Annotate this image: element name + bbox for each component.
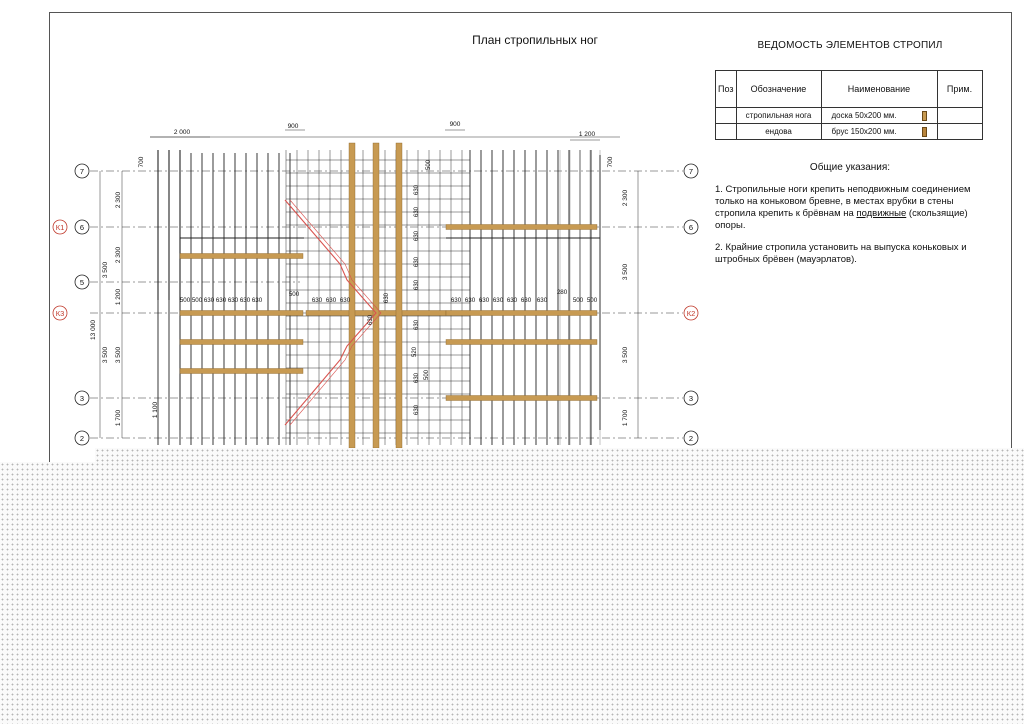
row-name-text: доска 50х200 мм.: [831, 111, 897, 120]
dimension-label: 630: [520, 297, 532, 304]
general-note-2: 2. Крайние стропила установить на выпуска коньковых и штробных брёвен (мауэрлатов).: [715, 242, 967, 265]
axis-bubble-left-7-label: 7: [79, 167, 85, 176]
dimension-label: 13 000: [90, 320, 97, 340]
axis-bubble-left-6-label: 6: [79, 223, 85, 232]
dimension-label: 1 200: [115, 288, 122, 306]
header-note: Прим.: [937, 71, 982, 108]
header-name: Наименование: [821, 71, 937, 108]
row-designation: стропильная нога: [736, 108, 821, 124]
dimension-label: 3 500: [102, 261, 109, 279]
dimension-label: 630: [251, 297, 263, 304]
dimension-label: 630: [414, 372, 420, 384]
note-1-text-b: (скользящие) опоры.: [715, 208, 968, 231]
row-designation: ендова: [736, 124, 821, 140]
dimension-label: 2 000: [173, 129, 191, 136]
dimension-label: 2 300: [622, 189, 629, 207]
dimension-label: 630: [215, 297, 227, 304]
row-name-text: брус 150х200 мм.: [831, 127, 897, 136]
note-1-text-a: 1. Стропильные ноги крепить неподвижным соединением только на коньковом бревне, в местах врубки в стены стропила крепить к брёвнам на: [715, 184, 971, 219]
dimension-label: 3 500: [102, 346, 109, 364]
dimension-label: 500: [572, 297, 584, 304]
dimension-label: 630: [414, 279, 420, 291]
axis-bubble-right-6-label: 6: [688, 223, 694, 232]
dimension-label: 630: [536, 297, 548, 304]
dimension-label: 630: [414, 184, 420, 196]
dimension-label: 630: [492, 297, 504, 304]
note-1-underlined: подвижные: [856, 208, 907, 219]
axis-bubble-left-k1-label: К1: [55, 223, 65, 232]
table-row: [716, 124, 983, 140]
row-name: [821, 124, 937, 140]
dimension-label: 500: [179, 297, 191, 304]
dimension-label: 1 700: [115, 409, 122, 427]
dimension-label: 630: [339, 297, 351, 304]
dimension-label: 500: [288, 291, 300, 298]
dimension-label: 630: [478, 297, 490, 304]
dimension-label: 630: [414, 206, 420, 218]
dimension-label: 2 300: [115, 191, 122, 209]
dimension-label: 630: [464, 297, 476, 304]
axis-bubble-right-3-label: 3: [688, 394, 694, 403]
dimension-label: 630: [414, 404, 420, 416]
rafter-board-vertical: [373, 143, 379, 448]
dimension-label: 280: [556, 289, 568, 296]
header-designation: Обозначение: [736, 71, 821, 108]
spec-table-header-row: [716, 71, 983, 108]
rafter-board-horizontal: [446, 340, 597, 345]
dimension-label: 1 100: [152, 401, 159, 419]
dimension-label: 3 500: [115, 346, 122, 364]
dimension-label: 630: [325, 297, 337, 304]
dimension-label: 630: [450, 297, 462, 304]
axis-bubble-left-5-label: 5: [79, 278, 85, 287]
plan-title: План стропильных ног: [472, 33, 598, 47]
general-note-1: [715, 184, 995, 232]
dimension-label: 630: [414, 319, 420, 331]
dimension-label: 700: [138, 156, 145, 168]
rafter-board-horizontal: [446, 311, 597, 316]
dimension-label: 2 300: [115, 246, 122, 264]
row-note: [937, 108, 982, 124]
timber-swatch-icon: [922, 111, 927, 121]
dimension-label: 630: [227, 297, 239, 304]
axis-bubble-right-2-label: 2: [688, 434, 694, 443]
dimension-label: 500: [426, 159, 432, 171]
rafter-board-horizontal: [180, 340, 303, 345]
spec-table-title: ВЕДОМОСТЬ ЭЛЕМЕНТОВ СТРОПИЛ: [757, 40, 943, 51]
timber-swatch-icon: [922, 127, 927, 137]
dimension-label: 3 500: [622, 346, 629, 364]
row-pos: [716, 108, 737, 124]
dimension-label: 630: [506, 297, 518, 304]
dimension-label: 900: [287, 123, 299, 130]
dimension-label: 630: [203, 297, 215, 304]
rafter-board-vertical: [396, 143, 402, 448]
dimension-label: 1 200: [578, 131, 596, 138]
table-row: [716, 108, 983, 124]
axis-bubble-left-2-label: 2: [79, 434, 85, 443]
row-note: [937, 124, 982, 140]
row-name: [821, 108, 937, 124]
dimension-label: 700: [607, 156, 614, 168]
axis-bubble-right-7-label: 7: [688, 167, 694, 176]
dimension-label: 520: [412, 346, 418, 358]
dimension-label: 500: [424, 369, 430, 381]
dimension-label: 1 700: [622, 409, 629, 427]
dimension-label: 630: [414, 256, 420, 268]
rafter-board-horizontal: [180, 254, 303, 259]
rafter-board-horizontal: [446, 225, 597, 230]
dimension-label: 630: [414, 230, 420, 242]
dimension-label: 630: [384, 292, 390, 304]
spec-table: [715, 70, 983, 140]
dimension-label: 900: [449, 121, 461, 128]
axis-bubble-left-3-label: 3: [79, 394, 85, 403]
axis-bubble-right-k2-label: К2: [686, 309, 696, 318]
dimension-label: 630: [239, 297, 251, 304]
rafter-board-horizontal: [180, 369, 303, 374]
dimension-label: 500: [586, 297, 598, 304]
dimension-label: 3 500: [622, 263, 629, 281]
dotted-overlay: [0, 462, 1024, 724]
axis-bubble-left-k3-label: К3: [55, 309, 65, 318]
general-notes-title: Общие указания:: [809, 162, 891, 173]
header-pos: Поз: [716, 71, 737, 108]
dimension-label: 500: [191, 297, 203, 304]
rafter-board-horizontal: [446, 396, 597, 401]
row-pos: [716, 124, 737, 140]
dimension-label: 630: [311, 297, 323, 304]
rafter-board-horizontal: [180, 311, 303, 316]
rafter-board-vertical: [349, 143, 355, 448]
dimension-label: 630: [368, 314, 374, 326]
